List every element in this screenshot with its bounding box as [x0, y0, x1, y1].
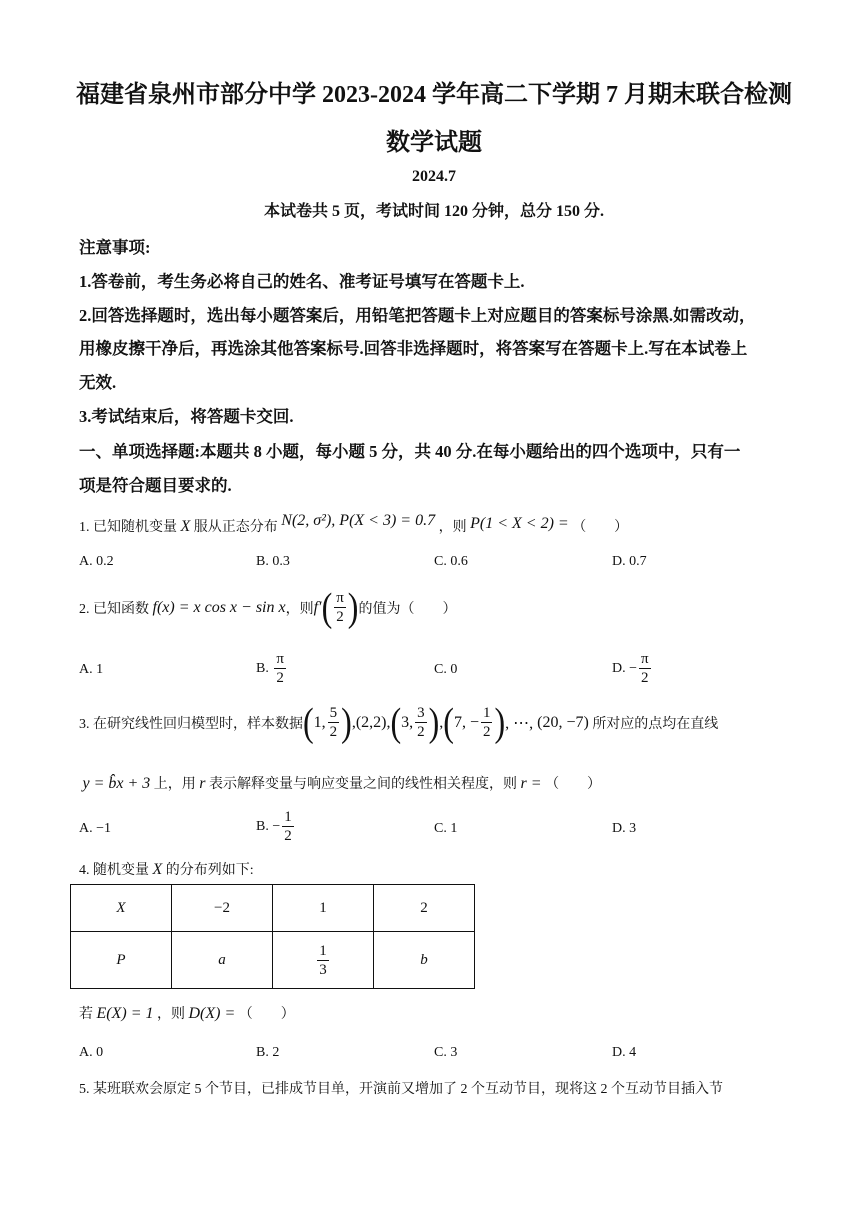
- q2-stem: 2. 已知函数: [79, 601, 149, 617]
- q1-var: X: [180, 518, 191, 535]
- question-2: [79, 584, 457, 630]
- q3-stem: 3. 在研究线性回归模型时，样本数据: [79, 716, 303, 732]
- notes-item-1: 1.答卷前，考生务必将自己的姓名、准考证号填写在答题卡上.: [79, 272, 525, 291]
- q3-option-b-frac: $\frac{1}{2}$: [284, 809, 292, 844]
- q3-frac-3: $\frac{1}{2}$: [482, 705, 491, 740]
- q1-option-b: B. 0.3: [256, 554, 290, 569]
- q2-option-d-frac: [639, 650, 651, 687]
- q4-ask: D(X) =: [188, 1005, 236, 1022]
- q2-right-paren: ): [347, 584, 359, 630]
- q1-mid: 服从正态分布: [193, 520, 278, 535]
- table-cell: b: [374, 932, 475, 989]
- table-cell: 2: [374, 885, 475, 932]
- q2-function: f(x) = x cos x − sin x: [152, 598, 286, 616]
- q3-r: r: [199, 775, 206, 792]
- q2-option-b: [256, 650, 288, 687]
- q2-option-b-num: π: [276, 651, 284, 667]
- exam-info: 本试卷共 5 页，考试时间 120 分钟，总分 150 分.: [263, 203, 604, 220]
- q3-after: 所对应的点均在直线: [592, 716, 719, 732]
- q2-option-d-den: 2: [641, 670, 649, 686]
- table-cell: −2: [172, 885, 273, 932]
- q1-option-d: D. 0.7: [612, 554, 647, 569]
- notes-item-2-line3: 无效.: [79, 373, 117, 392]
- notes-item-2-line2: 用橡皮擦干净后，再选涂其他答案标号.回答非选择题时，将答案写在答题卡上.写在本试卷上: [79, 339, 748, 358]
- q2-option-a: A. 1: [79, 662, 104, 677]
- q3-p3-close: ): [428, 699, 440, 745]
- q4-var: X: [152, 861, 163, 878]
- q4-stem-tail: 的分布列如下:: [165, 863, 254, 878]
- q4-option-d: D. 4: [612, 1045, 637, 1060]
- question-5: 5. 某班联欢会原定 5 个节目，已排成节目单，开演前又增加了 2 个互动节目，现将这 2 个互动节目插入节: [79, 1082, 723, 1097]
- q3-frac-1: $\frac{5}{2}$: [329, 705, 338, 740]
- exam-date: 2024.7: [412, 168, 456, 185]
- section-heading-line2: 项是符合题目要求的.: [79, 476, 232, 495]
- table-cell: a: [172, 932, 273, 989]
- q2-option-d-label: D. −: [612, 660, 638, 676]
- q1-paren: （ ）: [572, 520, 629, 535]
- question-1: [79, 512, 629, 536]
- question-4-condition: [79, 1003, 295, 1023]
- q2-frac-num: π: [336, 590, 344, 606]
- q1-distribution: N(2, σ²), P(X < 3) = 0.7: [281, 512, 436, 529]
- table-cell: X: [71, 885, 172, 932]
- q2-option-b-den: 2: [276, 670, 284, 686]
- q4-stem: 4. 随机变量: [79, 863, 149, 878]
- q4-cond-pre: 若: [79, 1007, 93, 1022]
- q2-fraction: [334, 589, 346, 626]
- exam-title: 福建省泉州市部分中学 2023-2024 学年高二下学期 7 月期末联合检测: [76, 82, 792, 108]
- q3-last-point: (20, −7): [537, 713, 589, 731]
- q1-option-a: A. 0.2: [79, 554, 114, 569]
- q1-option-c: C. 0.6: [434, 554, 468, 569]
- q2-tail: 的值为（ ）: [358, 601, 457, 617]
- q3-p4-close: ): [494, 699, 506, 745]
- q4-cond: E(X) = 1: [96, 1005, 154, 1022]
- q4-option-c: C. 3: [434, 1045, 458, 1060]
- q3-option-b: [256, 808, 296, 845]
- q4-option-a: A. 0: [79, 1045, 104, 1060]
- notes-item-2-line1: 2.回答选择题时，选出每小题答案后，用铅笔把答题卡上对应题目的答案标号涂黑.如需改动，: [79, 306, 756, 325]
- table-cell: 1: [273, 885, 374, 932]
- exam-subtitle: 数学试题: [386, 130, 482, 156]
- q2-option-d-num: π: [641, 651, 649, 667]
- q3-text: 上，用: [153, 777, 196, 792]
- q2-option-d: [612, 650, 653, 687]
- q3-option-d: D. 3: [612, 821, 637, 836]
- question-3-line2: [79, 773, 601, 793]
- q2-frac-den: 2: [336, 609, 344, 625]
- distribution-table: [70, 884, 475, 989]
- q2-option-b-frac: [274, 650, 286, 687]
- q2-left-paren: (: [321, 584, 333, 630]
- q3-text2: 表示解释变量与响应变量之间的线性相关程度，则: [209, 777, 518, 792]
- table-row: [71, 932, 475, 989]
- q3-frac-2: $\frac{3}{2}$: [417, 705, 425, 740]
- q2-derivative: f′: [313, 598, 322, 616]
- question-3: 3. 在研究线性回归模型时，样本数据 ( 1, $\frac{5}{2}$ ) ,(2,2), ( 3, $\frac{3}{2}$ ) , ( 7, − $\frac{1}{2}$ ) , ⋯, (20, −7) 所对应的点均在直线: [79, 699, 719, 745]
- q3-option-a: A. −1: [79, 821, 112, 836]
- q3-p1-open: (: [303, 699, 314, 745]
- q1-stem: 1. 已知随机变量: [79, 520, 177, 535]
- q3-option-c: C. 1: [434, 821, 458, 836]
- q4-frac: $\frac{1}{3}$: [319, 942, 327, 978]
- q3-ask: r =: [520, 775, 542, 792]
- q4-paren: （ ）: [238, 1007, 295, 1022]
- q2-option-b-label: B.: [256, 660, 269, 676]
- table-cell: [273, 932, 374, 989]
- table-cell: P: [71, 932, 172, 989]
- q3-p4-open: (: [443, 699, 454, 745]
- table-row: [71, 885, 475, 932]
- q3-line-eq: y = b̂x + 3: [82, 775, 151, 792]
- q2-option-c: C. 0: [434, 662, 458, 677]
- q2-then: ，则: [285, 601, 314, 617]
- q3-p1-close: ): [341, 699, 352, 745]
- section-heading-line1: 一、单项选择题:本题共 8 小题，每小题 5 分，共 40 分.在每小题给出的四个选项中，只有一: [79, 442, 741, 461]
- q1-then: ，则: [438, 520, 467, 535]
- q3-option-b-label: B. −: [256, 818, 281, 834]
- q1-ask: P(1 < X < 2) =: [470, 515, 569, 532]
- question-4: [79, 859, 254, 879]
- q4-option-b: B. 2: [256, 1045, 280, 1060]
- q3-paren: （ ）: [545, 777, 602, 792]
- notes-heading: 注意事项:: [79, 238, 151, 257]
- q3-p3-open: (: [390, 699, 402, 745]
- q4-cond-mid: ，则: [157, 1007, 185, 1022]
- notes-item-3: 3.考试结束后，将答题卡交回.: [79, 407, 294, 426]
